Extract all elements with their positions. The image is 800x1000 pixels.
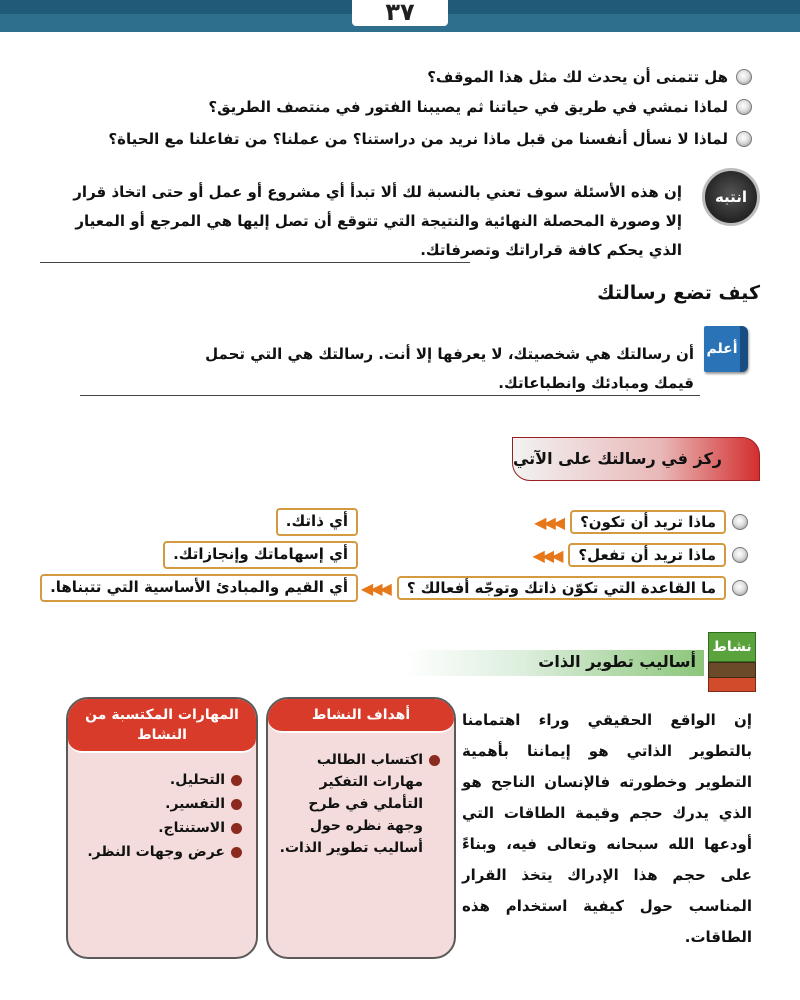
skills-card [66,697,258,959]
skill-text: التحليل. [169,772,225,788]
book-shape [708,662,756,678]
focus-answer: أي القيم والمبادئ الأساسية التي تتبناها. [40,574,358,602]
list-item [74,769,242,791]
book-shape [708,676,756,692]
goals-list [268,733,454,859]
bullet-dot-icon [231,823,242,834]
question-item [40,94,752,120]
focus-item [524,541,748,569]
learn-book-icon [704,326,748,372]
learn-note [74,340,694,398]
focus-item [526,508,748,536]
question-item [40,64,752,90]
divider [40,262,470,263]
goal-text: اكتساب الطالب مهارات التفكير التأملي في طرح وجهة نظره حول أساليب تطوير الذات. [279,752,423,856]
question-text: لماذا نمشي في طريق في حياتنا ثم يصيبنا الفتور في منتصف الطريق؟ [208,98,728,116]
activity-paragraph: إن الواقع الحقيقي وراء اهتمامنا بالتطوير الذاتي هو إيماننا بأهمية التطوير وخطورته فالإنسان الناجح هو الذي يدرك حجم وقيمة الطاقات التي أودعها الله سبحانه وتعالى فيه، وبناءً على حجم هذا الإدراك يتخذ القرار المناسب حول كيفية استخدام هذه الطاقات. [462,711,752,946]
bullet-dot-icon [231,775,242,786]
learn-line: أن رسالتك هي شخصيتك، لا يعرفها إلا أنت. رسالتك هي التي تحمل [205,345,694,363]
focus-question: ماذا تريد أن تكون؟ [570,510,726,534]
divider [80,395,700,396]
learn-icon-label: أعلم [706,341,738,357]
bullet-icon [736,131,752,147]
focus-question: ما القاعدة التي تكوّن ذاتك وتوجّه أفعالك ؟ [397,576,726,600]
book-shape [708,632,756,662]
skills-card-title: المهارات المكتسبة من النشاط [68,699,256,753]
list-item [274,749,440,859]
skill-text: عرض وجهات النظر. [87,844,225,860]
skill-text: التفسير. [165,796,225,812]
skills-list [68,753,256,863]
attention-note [42,178,682,265]
section-title: كيف تضع رسالتك [597,282,760,304]
question-text: لماذا لا نسأل أنفسنا من قبل ماذا نريد من دراستنا؟ من عملنا؟ من تفاعلنا مع الحياة؟ [108,130,728,148]
page-number: ٣٧ [352,0,448,26]
learn-line: قيمك ومبادئك وانطباعاتك. [498,374,694,392]
focus-answer: أي ذاتك. [276,508,358,536]
bullet-dot-icon [429,755,440,766]
focus-question: ماذا تريد أن تفعل؟ [568,543,726,567]
goals-card [266,697,456,959]
activity-title: أساليب تطوير الذات [538,652,696,671]
list-item [74,817,242,839]
activity-icon-label: نشاط [712,639,752,655]
goals-card-title: أهداف النشاط [268,699,454,733]
skill-text: الاستنتاج. [158,820,225,836]
note-line: إلا وصورة المحصلة النهائية والنتيجة التي تتوقع أن تصل إليها هي المرجع أو المعيار [75,212,682,230]
arrows-icon: ◀◀◀ [360,578,389,598]
top-banner [0,0,800,32]
bullet-icon [736,69,752,85]
bullet-dot-icon [231,847,242,858]
arrows-icon: ◀◀◀ [534,512,563,532]
note-line: الذي يحكم كافة قراراتك وتصرفاتك. [420,241,682,259]
focus-item [353,574,748,602]
bullet-icon [736,99,752,115]
focus-answer: أي إسهاماتك وإنجازاتك. [163,541,358,569]
note-line: إن هذه الأسئلة سوف تعني بالنسبة لك ألا تبدأ أي مشروع أو عمل أو حتى اتخاذ قرار [73,183,682,201]
bullet-dot-icon [231,799,242,810]
attention-icon [702,168,760,226]
question-text: هل تتمنى أن يحدث لك مثل هذا الموقف؟ [427,68,728,86]
activity-books-icon [708,632,756,692]
list-item [74,793,242,815]
question-item [40,126,752,152]
arrows-icon: ◀◀◀ [532,545,561,565]
bullet-icon [732,514,748,530]
bullet-icon [732,547,748,563]
bullet-icon [732,580,748,596]
list-item [74,841,242,863]
focus-title: ركز في رسالتك على الآتي [512,449,722,468]
attention-icon-label: انتبه [714,188,748,206]
